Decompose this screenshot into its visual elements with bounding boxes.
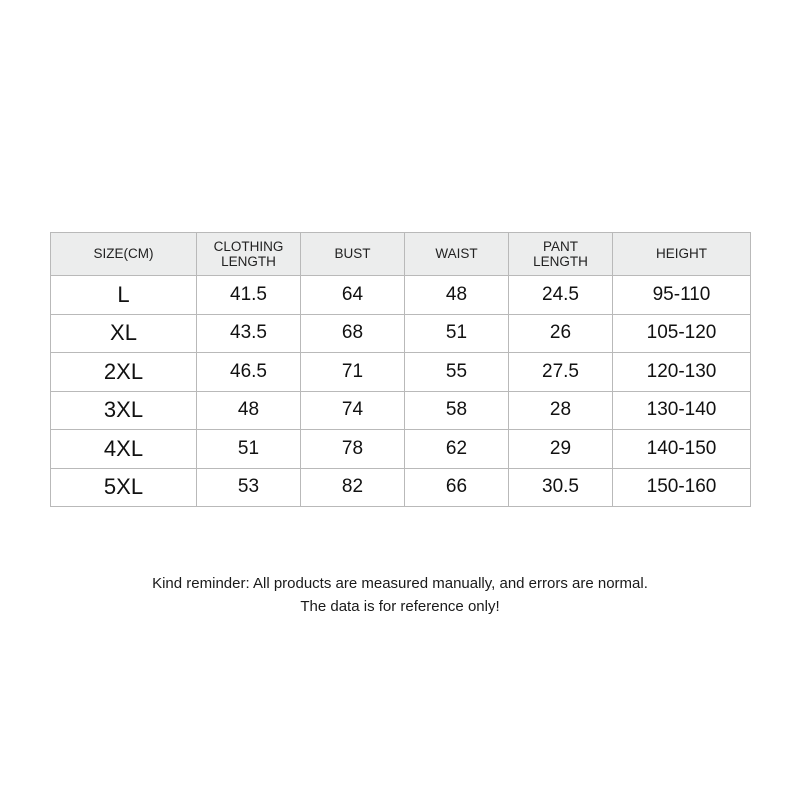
- cell-waist: 66: [405, 468, 509, 507]
- cell-height: 140-150: [613, 430, 751, 469]
- cell-size: 3XL: [51, 391, 197, 430]
- cell-waist: 55: [405, 353, 509, 392]
- cell-pant-length: 29: [509, 430, 613, 469]
- cell-bust: 82: [301, 468, 405, 507]
- cell-clothing-length: 46.5: [197, 353, 301, 392]
- cell-height: 120-130: [613, 353, 751, 392]
- size-chart-table: [50, 232, 751, 507]
- cell-height: 95-110: [613, 276, 751, 315]
- cell-clothing-length: 41.5: [197, 276, 301, 315]
- cell-pant-length: 24.5: [509, 276, 613, 315]
- table-body: [51, 276, 751, 507]
- column-header-size: [51, 233, 197, 276]
- cell-size: XL: [51, 314, 197, 353]
- column-header-pant-length: [509, 233, 613, 276]
- cell-waist: 51: [405, 314, 509, 353]
- table-row: [51, 430, 751, 469]
- cell-bust: 68: [301, 314, 405, 353]
- column-header-clothing-length-line1: CLOTHING: [213, 238, 284, 254]
- table-row: [51, 391, 751, 430]
- cell-bust: 74: [301, 391, 405, 430]
- column-header-pant-length-line2: LENGTH: [533, 254, 588, 269]
- cell-clothing-length: 51: [197, 430, 301, 469]
- cell-size: 5XL: [51, 468, 197, 507]
- table-row: [51, 276, 751, 315]
- column-header-waist-line1: WAIST: [435, 246, 478, 262]
- column-header-size-line1: SIZE(CM): [93, 246, 154, 262]
- table-header-row: [51, 233, 751, 276]
- cell-height: 105-120: [613, 314, 751, 353]
- reminder-line-2: The data is for reference only!: [300, 598, 500, 616]
- table-header: [51, 233, 751, 276]
- cell-pant-length: 30.5: [509, 468, 613, 507]
- cell-size: L: [51, 276, 197, 315]
- cell-pant-length: 27.5: [509, 353, 613, 392]
- table-row: [51, 314, 751, 353]
- cell-pant-length: 28: [509, 391, 613, 430]
- cell-waist: 62: [405, 430, 509, 469]
- cell-bust: 71: [301, 353, 405, 392]
- table-row: [51, 468, 751, 507]
- column-header-pant-length-line1: PANT: [542, 238, 578, 254]
- cell-clothing-length: 43.5: [197, 314, 301, 353]
- cell-waist: 58: [405, 391, 509, 430]
- cell-bust: 78: [301, 430, 405, 469]
- column-header-bust: [301, 233, 405, 276]
- column-header-clothing-length: [197, 233, 301, 276]
- cell-waist: 48: [405, 276, 509, 315]
- cell-pant-length: 26: [509, 314, 613, 353]
- column-header-clothing-length-line2: LENGTH: [221, 254, 276, 269]
- cell-bust: 64: [301, 276, 405, 315]
- cell-height: 150-160: [613, 468, 751, 507]
- cell-size: 4XL: [51, 430, 197, 469]
- column-header-height: [613, 233, 751, 276]
- reminder-line-1: Kind reminder: All products are measured manually, and errors are normal.: [152, 575, 648, 592]
- column-header-waist: [405, 233, 509, 276]
- cell-clothing-length: 53: [197, 468, 301, 507]
- column-header-height-line1: HEIGHT: [655, 246, 707, 262]
- cell-height: 130-140: [613, 391, 751, 430]
- cell-clothing-length: 48: [197, 391, 301, 430]
- column-header-bust-line1: BUST: [334, 246, 371, 262]
- reminder-note: [0, 572, 800, 619]
- cell-size: 2XL: [51, 353, 197, 392]
- size-chart-container: [50, 232, 750, 507]
- table-row: [51, 353, 751, 392]
